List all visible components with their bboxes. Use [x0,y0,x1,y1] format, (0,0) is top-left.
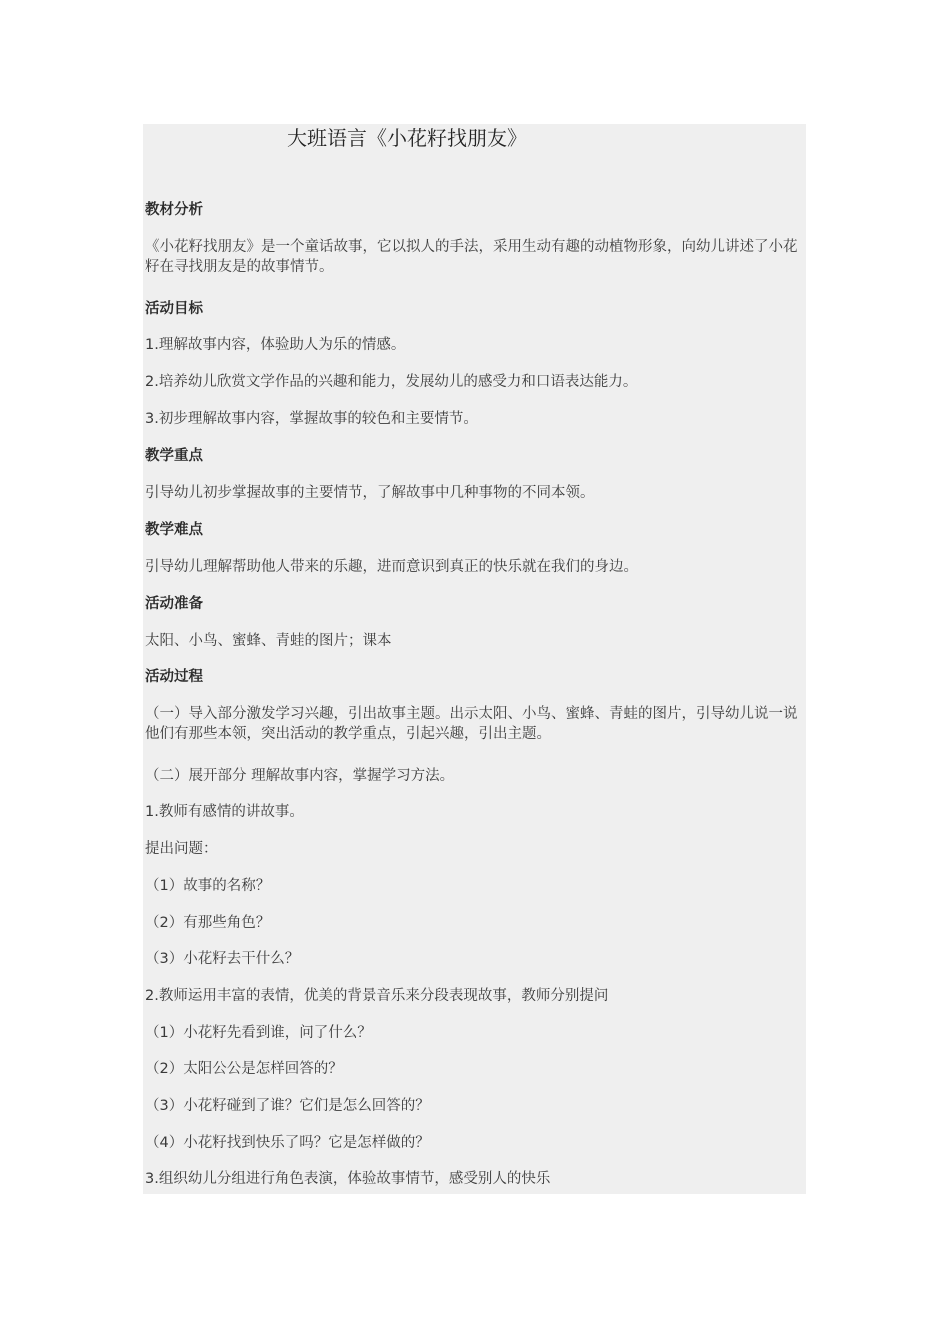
process-step-1: 1.教师有感情的讲故事。 [145,804,304,820]
activity-preparation-text: 太阳、小鸟、蜜蜂、青蛙的图片；课本 [145,633,392,649]
question-1-2: （2）有那些角色？ [145,915,271,931]
question-1-1: （1）故事的名称？ [145,878,271,894]
process-part-1: （一）导入部分激发学习兴趣，引出故事主题。出示太阳、小鸟、蜜蜂、青蛙的图片，引导幼儿说一说他们有那些本领，突出活动的教学重点，引起兴趣，引出主题。 [145,706,798,742]
goal-item-3: 3.初步理解故事内容，掌握故事的较色和主要情节。 [145,411,478,427]
question-2-3: （3）小花籽碰到了谁？它们是怎么回答的？ [145,1098,430,1114]
question-2-1: （1）小花籽先看到谁，问了什么？ [145,1025,372,1041]
question-1-3: （3）小花籽去干什么？ [145,951,300,967]
goal-item-2: 2.培养幼儿欣赏文学作品的兴趣和能力，发展幼儿的感受力和口语表达能力。 [145,374,638,390]
heading-activity-goals: 活动目标 [145,301,203,317]
heading-material-analysis: 教材分析 [145,202,203,218]
questions-intro: 提出问题： [145,841,218,857]
heading-activity-process: 活动过程 [145,669,203,685]
teaching-difficulty-text: 引导幼儿理解帮助他人带来的乐趣，进而意识到真正的快乐就在我们的身边。 [145,559,638,575]
heading-teaching-focus: 教学重点 [145,448,203,464]
teaching-focus-text: 引导幼儿初步掌握故事的主要情节，了解故事中几种事物的不同本领。 [145,485,595,501]
process-step-3: 3.组织幼儿分组进行角色表演，体验故事情节，感受别人的快乐 [145,1171,551,1187]
question-2-4: （4）小花籽找到快乐了吗？它是怎样做的？ [145,1135,430,1151]
document-page [143,124,806,1194]
heading-teaching-difficulty: 教学难点 [145,522,203,538]
material-analysis-text: 《小花籽找朋友》是一个童话故事，它以拟人的手法，采用生动有趣的动植物形象，向幼儿讲述了小花籽在寻找朋友是的故事情节。 [145,239,798,275]
process-step-2: 2.教师运用丰富的表情，优美的背景音乐来分段表现故事，教师分别提问 [145,988,609,1004]
goal-item-1: 1.理解故事内容，体验助人为乐的情感。 [145,337,406,353]
heading-activity-preparation: 活动准备 [145,596,203,612]
process-part-2: （二）展开部分 理解故事内容，掌握学习方法。 [145,768,455,784]
document-title: 大班语言《小花籽找朋友》 [287,126,527,150]
question-2-2: （2）太阳公公是怎样回答的？ [145,1061,343,1077]
